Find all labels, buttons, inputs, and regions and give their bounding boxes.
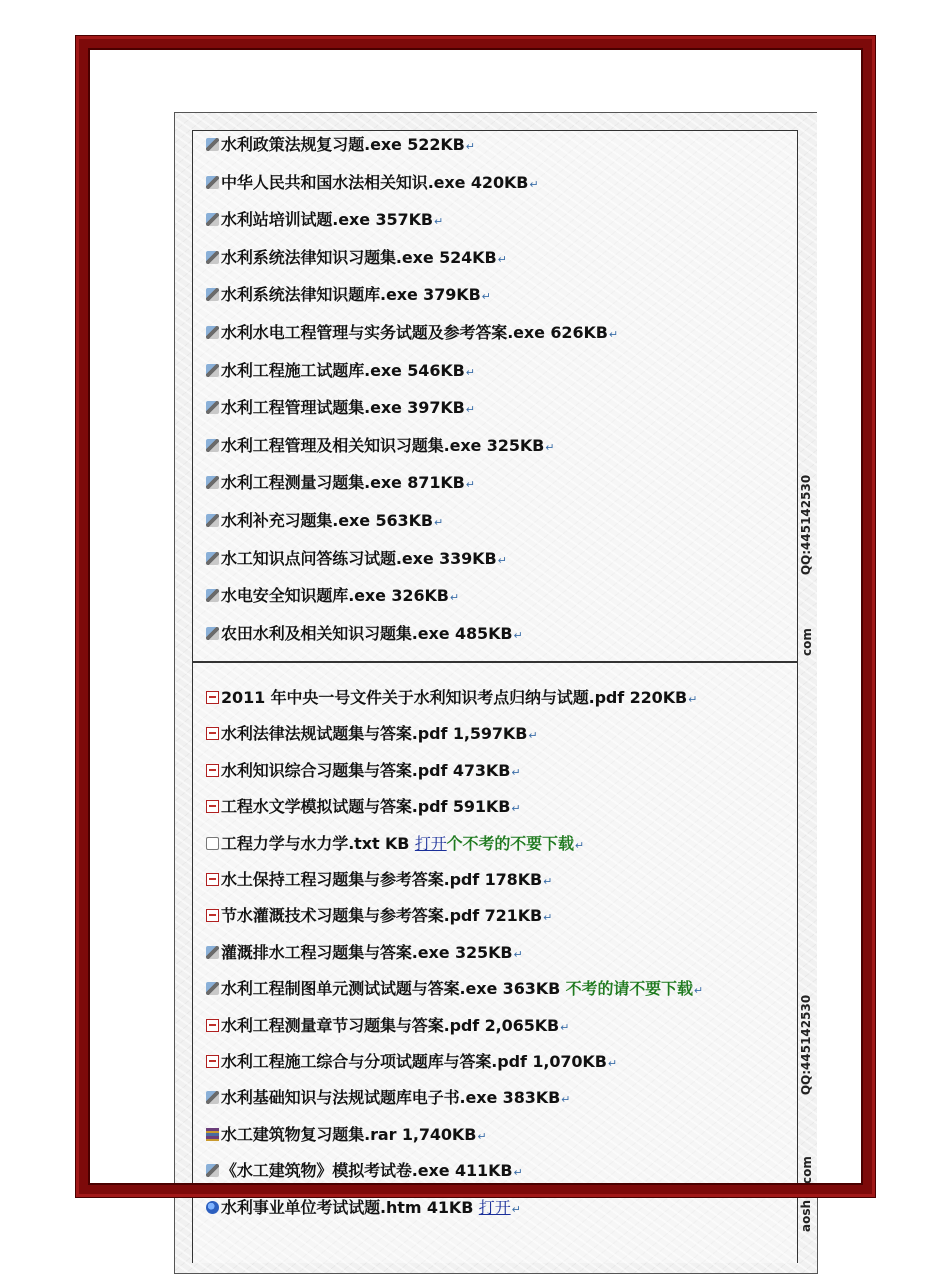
paragraph-mark-icon: ↵: [693, 984, 703, 998]
frame-inner-left: [88, 48, 173, 1185]
exe-file-icon: [206, 364, 219, 377]
paragraph-mark-icon: ↵: [497, 252, 507, 266]
side-watermark-top: QQ:445142530: [799, 474, 814, 576]
paragraph-mark-icon: ↵: [528, 729, 538, 743]
pdf-file-icon: [206, 800, 219, 813]
side-watermark-bottom-com: com: [799, 1156, 814, 1184]
side-watermark-bottom: QQ:445142530: [799, 994, 814, 1096]
paragraph-mark-icon: ↵: [543, 875, 553, 888]
file-list-item: [206, 209, 443, 231]
paragraph-mark-icon: ↵: [481, 290, 491, 304]
file-list-item-text: 水利法律法规试题集与答案.pdf 1,597KB: [221, 724, 528, 744]
file-list-item-text: 水利工程施工综合与分项试题库与答案.pdf 1,070KB: [221, 1052, 607, 1071]
pdf-file-icon: [206, 1019, 219, 1032]
file-list-item-text: 水利站培训试题.exe 357KB: [221, 210, 433, 230]
file-list-item: [206, 978, 703, 1000]
file-list-item-text: 水利工程测量习题集.exe 871KB: [221, 473, 465, 493]
paragraph-mark-icon: ↵: [529, 177, 539, 191]
file-list-item-text: 中华人民共和国水法相关知识.exe 420KB: [221, 172, 529, 192]
paragraph-mark-icon: ↵: [477, 1129, 487, 1143]
paragraph-mark-icon: ↵: [511, 802, 521, 816]
page-margin-right: [875, 0, 950, 1230]
file-list-item: [206, 623, 523, 645]
file-list-item: [206, 247, 507, 269]
side-watermark-top-com: com: [799, 628, 814, 656]
file-list-item-text: 灌溉排水工程习题集与答案.exe 325KB: [221, 942, 513, 962]
file-list-item-text: 水利工程制图单元测试试题与答案.exe 363KB: [221, 979, 566, 999]
paragraph-mark-icon: ↵: [543, 911, 553, 925]
exe-file-icon: [206, 514, 219, 527]
page-margin-left: [0, 0, 76, 1230]
file-list-item-text: 水利系统法律知识题库.exe 379KB: [221, 285, 481, 305]
file-list-item-text: 水利基础知识与法规试题库电子书.exe 383KB: [221, 1088, 561, 1108]
file-list-item-text: 水利工程管理及相关知识习题集.exe 325KB: [221, 435, 545, 455]
file-list-item-text: 工程力学与水力学.txt KB: [221, 833, 415, 853]
exe-file-icon: [206, 1164, 219, 1177]
download-note: 个不考的不要下载: [446, 833, 574, 853]
pdf-file-icon: [206, 727, 219, 740]
open-link[interactable]: 打开: [414, 833, 447, 853]
file-list-item: [206, 1051, 617, 1073]
file-list-item-text: 《水工建筑物》模拟考试卷.exe 411KB: [221, 1161, 513, 1181]
file-list-item: [206, 905, 552, 927]
pdf-file-icon: [206, 764, 219, 777]
frame-inner-top: [88, 48, 863, 111]
file-list-item: [206, 1087, 570, 1109]
exe-file-icon: [206, 589, 219, 602]
file-list-item: [206, 942, 523, 964]
paragraph-mark-icon: ↵: [574, 838, 584, 852]
file-list-item-text: 2011 年中央一号文件关于水利知识考点归纳与试题.pdf 220KB: [221, 688, 688, 707]
file-list-item-text: 水利知识综合习题集与答案.pdf 473KB: [221, 760, 511, 780]
paragraph-mark-icon: ↵: [465, 365, 475, 379]
file-list-item-text: 水利系统法律知识习题集.exe 524KB: [221, 247, 497, 267]
paragraph-mark-icon: ↵: [465, 478, 475, 492]
file-list-item: [206, 284, 491, 306]
exe-file-icon: [206, 552, 219, 565]
file-list-item-text: 水利水电工程管理与实务试题及参考答案.exe 626KB: [221, 323, 608, 342]
frame-inner-right: [817, 48, 863, 1185]
exe-file-icon: [206, 439, 219, 452]
paragraph-mark-icon: ↵: [561, 1093, 571, 1107]
paragraph-mark-icon: ↵: [513, 947, 523, 961]
file-list-item: [206, 869, 552, 891]
paragraph-mark-icon: ↵: [433, 516, 444, 529]
file-list-item-text: 水工建筑物复习题集.rar 1,740KB: [221, 1124, 477, 1144]
file-list-item: [206, 472, 475, 494]
file-list-item: [206, 360, 475, 382]
file-list-item-text: 水土保持工程习题集与参考答案.pdf 178KB: [221, 870, 543, 889]
file-list-item-text: 节水灌溉技术习题集与参考答案.pdf 721KB: [221, 906, 543, 926]
paragraph-mark-icon: ↵: [513, 1166, 523, 1180]
file-list-item: [206, 585, 459, 607]
paragraph-mark-icon: ↵: [545, 440, 555, 454]
pdf-file-icon: [206, 909, 219, 922]
exe-file-icon: [206, 1091, 219, 1104]
txt-file-icon: [206, 837, 219, 850]
file-list-item: [206, 687, 697, 709]
paragraph-mark-icon: ↵: [465, 403, 475, 417]
file-list-item-text: 水利补充习题集.exe 563KB: [221, 511, 433, 530]
file-list-item-text: 水利事业单位考试试题.htm 41KB: [221, 1197, 479, 1217]
paragraph-mark-icon: ↵: [513, 628, 523, 642]
paragraph-mark-icon: ↵: [465, 140, 475, 153]
exe-file-icon: [206, 627, 219, 640]
file-list-item-text: 水工知识点问答练习试题.exe 339KB: [221, 548, 497, 568]
file-list-item: [206, 435, 554, 457]
paragraph-mark-icon: ↵: [607, 1057, 617, 1070]
file-list-item: [206, 1160, 523, 1182]
paragraph-mark-icon: ↵: [497, 553, 507, 567]
file-list-item: [206, 322, 618, 344]
side-watermark-bottom-tail: aosh: [799, 1199, 814, 1233]
file-list-item: [206, 833, 584, 855]
paragraph-mark-icon: ↵: [560, 1020, 570, 1034]
file-list-item: [206, 134, 475, 156]
paragraph-mark-icon: ↵: [449, 591, 459, 605]
exe-file-icon: [206, 982, 219, 995]
exe-file-icon: [206, 176, 219, 189]
file-list-item-text: 水利工程测量章节习题集与答案.pdf 2,065KB: [221, 1015, 560, 1035]
file-list-item: [206, 172, 539, 194]
file-list-item-text: 水利工程管理试题集.exe 397KB: [221, 398, 465, 418]
file-list-item-text: 水利政策法规复习题.exe 522KB: [221, 135, 465, 154]
exe-file-icon: [206, 251, 219, 264]
download-note: 不考的请不要下载: [565, 979, 693, 999]
page-margin-top: [0, 0, 950, 36]
file-list-item: [206, 1015, 569, 1037]
file-list-item: [206, 1197, 521, 1219]
file-list-item: [206, 510, 443, 532]
file-list-item-text: 农田水利及相关知识习题集.exe 485KB: [221, 623, 513, 643]
file-list-item: [206, 760, 520, 782]
paragraph-mark-icon: ↵: [608, 328, 618, 341]
file-list-item: [206, 1124, 486, 1146]
exe-file-icon: [206, 946, 219, 959]
paragraph-mark-icon: ↵: [511, 1202, 521, 1216]
exe-file-icon: [206, 476, 219, 489]
rar-file-icon: [206, 1128, 219, 1141]
file-list-item-text: 水电安全知识题库.exe 326KB: [221, 586, 449, 606]
file-list-item-text: 水利工程施工试题库.exe 546KB: [221, 360, 465, 380]
pdf-file-icon: [206, 873, 219, 886]
exe-file-icon: [206, 288, 219, 301]
file-list-item: [206, 796, 520, 818]
exe-file-icon: [206, 326, 219, 339]
pdf-file-icon: [206, 1055, 219, 1068]
paragraph-mark-icon: ↵: [433, 215, 444, 229]
pdf-file-icon: [206, 691, 219, 704]
file-list-item-text: 工程水文学模拟试题与答案.pdf 591KB: [221, 797, 511, 817]
exe-file-icon: [206, 213, 219, 226]
htm-file-icon: [206, 1201, 219, 1214]
file-list-item: [206, 548, 507, 570]
file-list-item: [206, 723, 537, 745]
exe-file-icon: [206, 138, 219, 151]
paragraph-mark-icon: ↵: [511, 765, 521, 779]
file-list-item: [206, 397, 475, 419]
open-link[interactable]: 打开: [478, 1197, 511, 1217]
exe-file-icon: [206, 401, 219, 414]
paragraph-mark-icon: ↵: [688, 693, 698, 706]
